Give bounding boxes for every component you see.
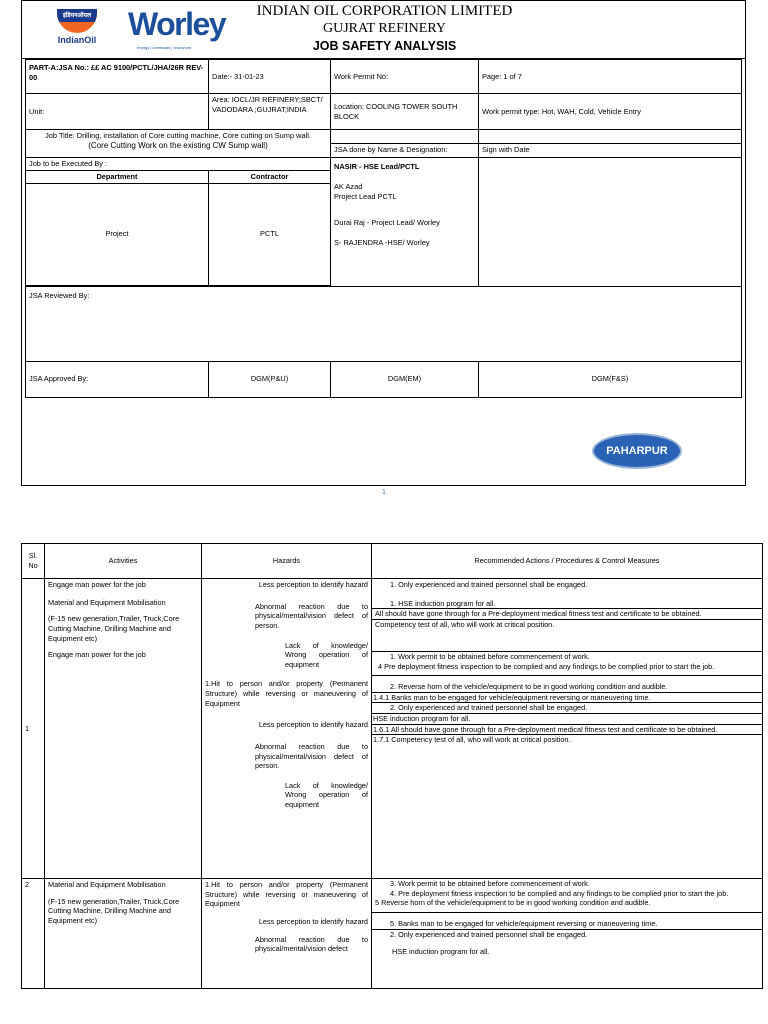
action-item: 2. Only experienced and trained personnel shall be engaged.: [372, 703, 762, 714]
hazard-item: Abnormal reaction due to physical/mental/vision defect: [255, 934, 368, 954]
department-header: Department: [26, 170, 209, 183]
action-item: 2. Only experienced and trained personnel shall be engaged.: [390, 929, 588, 939]
action-item: Competency test of all, who will work at critical position.: [372, 620, 762, 652]
job-title-sub: (Core Cutting Work on the existing CW Sump wall): [88, 140, 268, 150]
activity-item: Engage man power for the job: [48, 650, 146, 660]
action-item: 3. Work permit to be obtained before commencement of work.: [390, 879, 590, 888]
person-durai: Durai Raj - Project Lead/ Worley: [334, 217, 440, 227]
hazard-item: Less perception to identify hazard: [258, 720, 368, 730]
jsa-info-table: [25, 59, 742, 398]
hazard-item: 1.Hit to person and/or property (Permanent Structure) while reversing or maneuvering of Equipment: [205, 880, 368, 909]
worley-logo: Worley: [128, 6, 226, 42]
paharpur-logo: PAHARPUR: [592, 433, 682, 469]
jsa-approved-by: JSA Approved By:: [26, 361, 209, 397]
dgm-em: DGM(EM): [331, 361, 479, 397]
action-item: 1.6.1 All should have gone through for a Pre-deployment medical fitness test and certificate to be obtained.: [372, 725, 762, 736]
indianoil-logo: [49, 9, 105, 47]
row-activities: [45, 879, 202, 989]
action-item: 1. Work permit to be obtained before commencement of work.: [390, 651, 590, 661]
row-actions: [372, 579, 763, 879]
jsa-done-by: JSA done by Name & Designation:: [331, 144, 479, 158]
hazard-item: 1.Hit to person and/or property (Permanent Structure) while reversing or maneuvering of Equipment: [205, 679, 368, 708]
row-activities: [45, 579, 202, 879]
jsa-date: Date:- 31-01-23: [209, 60, 331, 94]
job-executed-by: Job to be Executed By :: [26, 158, 331, 171]
hazard-item: Less perception to identify hazard: [258, 580, 368, 589]
work-permit-no: Work Permit No:: [331, 60, 479, 94]
action-item: 2. Reverse horn of the vehicle/equipment to be in good working condition and audible.: [372, 676, 762, 693]
jsa-page-1: [21, 0, 746, 486]
document-title: JOB SAFETY ANALYSIS: [312, 39, 457, 53]
dgm-pu: DGM(P&U): [209, 361, 331, 397]
person-azad-role: Project Lead PCTL: [334, 191, 397, 201]
job-title: Job Title: Drilling, installation of Core cutting machine, Core cutting on Sump wall.: [45, 131, 311, 140]
unit-label: Unit:: [26, 94, 209, 130]
activity-item: Material and Equipment Mobilisation: [48, 880, 166, 889]
permit-type: Work permit type: Hot, WAH, Cold, Vehicle Entry: [479, 94, 742, 130]
activity-item: (F-15 new generation,Trailer, Truck,Core Cutting Machine, Drilling Machine and Equipment etc): [48, 614, 180, 643]
logos: [22, 1, 226, 59]
row-sl: 1: [22, 579, 45, 879]
worley-tagline: energy | chemicals | resources: [137, 45, 192, 50]
refinery-name: GUJRAT REFINERY: [322, 21, 447, 36]
row-hazards: [202, 579, 372, 879]
person-azad: AK Azad: [334, 181, 363, 191]
indianoil-emblem: [57, 9, 97, 33]
col-header-sl: Sl. No: [22, 544, 45, 579]
hazard-item: Abnormal reaction due to physical/mental/vision defect of person.: [255, 601, 368, 630]
person-rajendra: S- RAJENDRA -HSE/ Worley: [334, 237, 430, 247]
persons-list: [331, 158, 479, 287]
sign-with-date: Sign with Date: [479, 144, 742, 158]
jsa-reviewed-by: JSA Reviewed By:: [26, 286, 742, 361]
action-item: 1. Only experienced and trained personnel shall be engaged.: [390, 580, 588, 589]
page-count: Page: 1 of 7: [479, 60, 742, 94]
activity-item: (F-15 new generation,Trailer, Truck,Core Cutting Machine, Drilling Machine and Equipment etc): [48, 896, 180, 925]
indianoil-hindi-text: इंडियनऑयल: [62, 13, 92, 19]
indianoil-name: IndianOil: [57, 35, 97, 45]
document-header: [22, 1, 745, 59]
location: Location: COOLING TOWER SOUTH BLOCK: [331, 94, 479, 130]
job-title-cell: [26, 130, 331, 158]
page-number: 1: [382, 489, 386, 496]
dgm-fs: DGM(F&S): [479, 361, 742, 397]
action-item: 4. Pre deployment fitness inspection to be complied and any findings to be complied prior to start the job.: [390, 888, 729, 898]
area: Area: IOCL/JR REFINERY;SBCT/ VADODARA ;GUJRAT;INDIA: [209, 94, 331, 130]
blank-cell: [331, 130, 479, 144]
hazard-item: Less perception to identify hazard: [258, 916, 368, 926]
action-item: 5 Reverse horn of the vehicle/equipment to be in good working condition and audible.: [372, 898, 762, 913]
row-sl: 2: [22, 879, 45, 989]
col-header-activities: Activities: [45, 544, 202, 579]
jsa-number: PART-A:JSA No.: ££ AC 9100/PCTL/JHA/26R REV-00: [26, 60, 209, 94]
hazard-item: Lack of knowledge/ Wrong operation of equipment: [285, 780, 368, 809]
title-block: [222, 1, 547, 55]
action-item: 1.7.1 Competency test of all, who will work at critical position.: [373, 735, 571, 745]
col-header-hazards: Hazards: [202, 544, 372, 579]
table-row: [22, 879, 763, 989]
action-item: All should have gone through for a Pre-deployment medical fitness test and certificate to be obtained.: [372, 609, 762, 620]
activities-table: [21, 543, 763, 989]
blank-cell: [479, 130, 742, 144]
activity-item: Material and Equipment Mobilisation: [48, 597, 166, 607]
contractor-value: PCTL: [209, 183, 331, 285]
action-item: 4 Pre deployment fitness inspection to be complied and any findings to be complied prior to start the job.: [372, 662, 762, 677]
activity-item: Engage man power for the job: [48, 580, 146, 589]
table-row: [22, 579, 763, 879]
hazard-item: Lack of knowledge/ Wrong operation of equipment: [285, 640, 368, 669]
row-hazards: [202, 879, 372, 989]
row-actions: [372, 879, 763, 989]
company-name: INDIAN OIL CORPORATION LIMITED: [256, 3, 513, 19]
action-item: 5. Banks man to be engaged for vehicle/equipment reversing or maneuvering time.: [372, 913, 762, 930]
contractor-header: Contractor: [209, 170, 331, 183]
hazard-item: Abnormal reaction due to physical/mental/vision defect of person.: [255, 741, 368, 771]
action-item: 1. HSE induction program for all.: [372, 599, 762, 610]
department-value: Project: [26, 183, 209, 285]
action-item: HSE induction program for all.: [392, 947, 490, 957]
col-header-actions: Recommended Actions / Procedures & Control Measures: [372, 544, 763, 579]
signature-area: [479, 158, 742, 287]
action-item: 1.4.1 Banks man to be engaged for vehicle/equipment reversing or maneuvering time.: [372, 693, 762, 704]
action-item: HSE induction program for all.: [372, 714, 762, 725]
person-nasir: NASIR - HSE Lead/PCTL: [334, 162, 420, 171]
